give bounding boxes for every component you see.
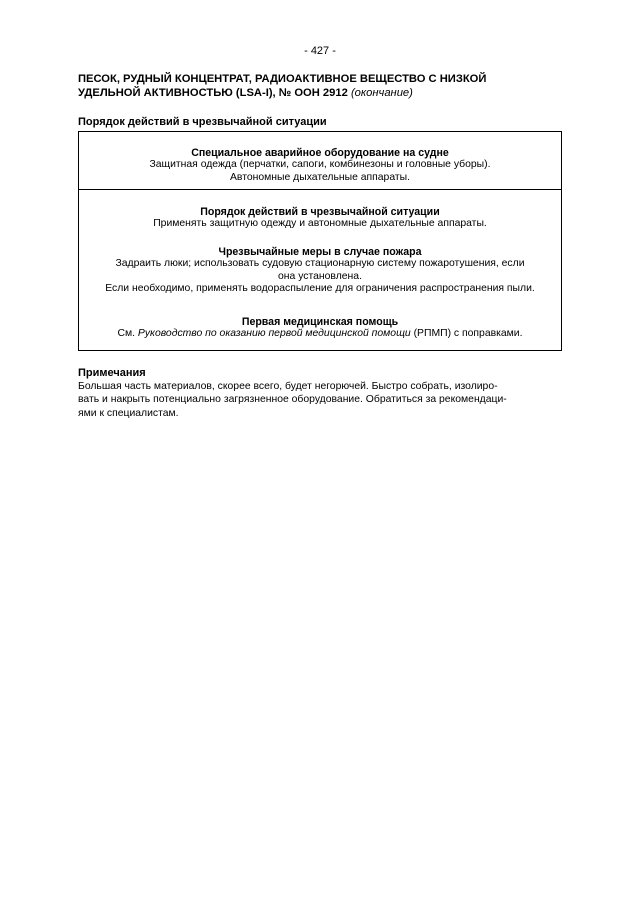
notes-heading: Примечания bbox=[78, 367, 146, 379]
document-title bbox=[78, 72, 578, 100]
first-aid-suffix: (РПМП) с поправками. bbox=[413, 328, 523, 340]
equipment-heading: Специальное аварийное оборудование на судне bbox=[191, 147, 449, 159]
fire-line: Задраить люки; использовать судовую стационарную систему пожаротушения, если bbox=[115, 258, 525, 270]
procedures-block bbox=[79, 206, 561, 231]
first-aid-line bbox=[79, 328, 561, 340]
first-aid-prefix: См. bbox=[117, 328, 136, 340]
emergency-table bbox=[78, 131, 562, 351]
equipment-block bbox=[79, 147, 561, 184]
equipment-line: Защитная одежда (перчатки, сапоги, комбинезоны и головные уборы). bbox=[149, 159, 491, 171]
notes-line: ями к специалистам. bbox=[78, 407, 179, 419]
notes-text bbox=[78, 380, 564, 420]
procedures-line: Применять защитную одежду и автономные дыхательные аппараты. bbox=[153, 218, 487, 230]
procedures-heading: Порядок действий в чрезвычайной ситуации bbox=[200, 206, 440, 218]
page-number: - 427 - bbox=[304, 45, 336, 57]
title-line-2-text: УДЕЛЬНОЙ АКТИВНОСТЬЮ (LSA-I), № ООН 2912 bbox=[78, 87, 348, 99]
title-line-2 bbox=[78, 86, 578, 100]
first-aid-heading: Первая медицинская помощь bbox=[241, 316, 399, 328]
section-heading: Порядок действий в чрезвычайной ситуации bbox=[78, 116, 327, 128]
fire-block bbox=[79, 246, 561, 296]
title-suffix: (окончание) bbox=[350, 87, 413, 99]
fire-heading: Чрезвычайные меры в случае пожара bbox=[218, 246, 422, 258]
first-aid-guide-title: Руководство по оказанию первой медицинской помощи bbox=[137, 328, 411, 340]
title-line-1: ПЕСОК, РУДНЫЙ КОНЦЕНТРАТ, РАДИОАКТИВНОЕ ВЕЩЕСТВО С НИЗКОЙ bbox=[78, 73, 487, 85]
equipment-line: Автономные дыхательные аппараты. bbox=[229, 171, 410, 183]
first-aid-block bbox=[79, 316, 561, 341]
notes-line: Большая часть материалов, скорее всего, будет негорючей. Быстро собрать, изолиро- bbox=[78, 381, 498, 392]
notes-line: вать и накрыть потенциально загрязненное оборудование. Обратиться за рекомендаци- bbox=[78, 394, 507, 406]
fire-line: она установлена. bbox=[278, 270, 362, 282]
fire-line: Если необходимо, применять водораспыление для ограничения распространения пыли. bbox=[105, 283, 535, 295]
table-divider bbox=[79, 189, 561, 190]
